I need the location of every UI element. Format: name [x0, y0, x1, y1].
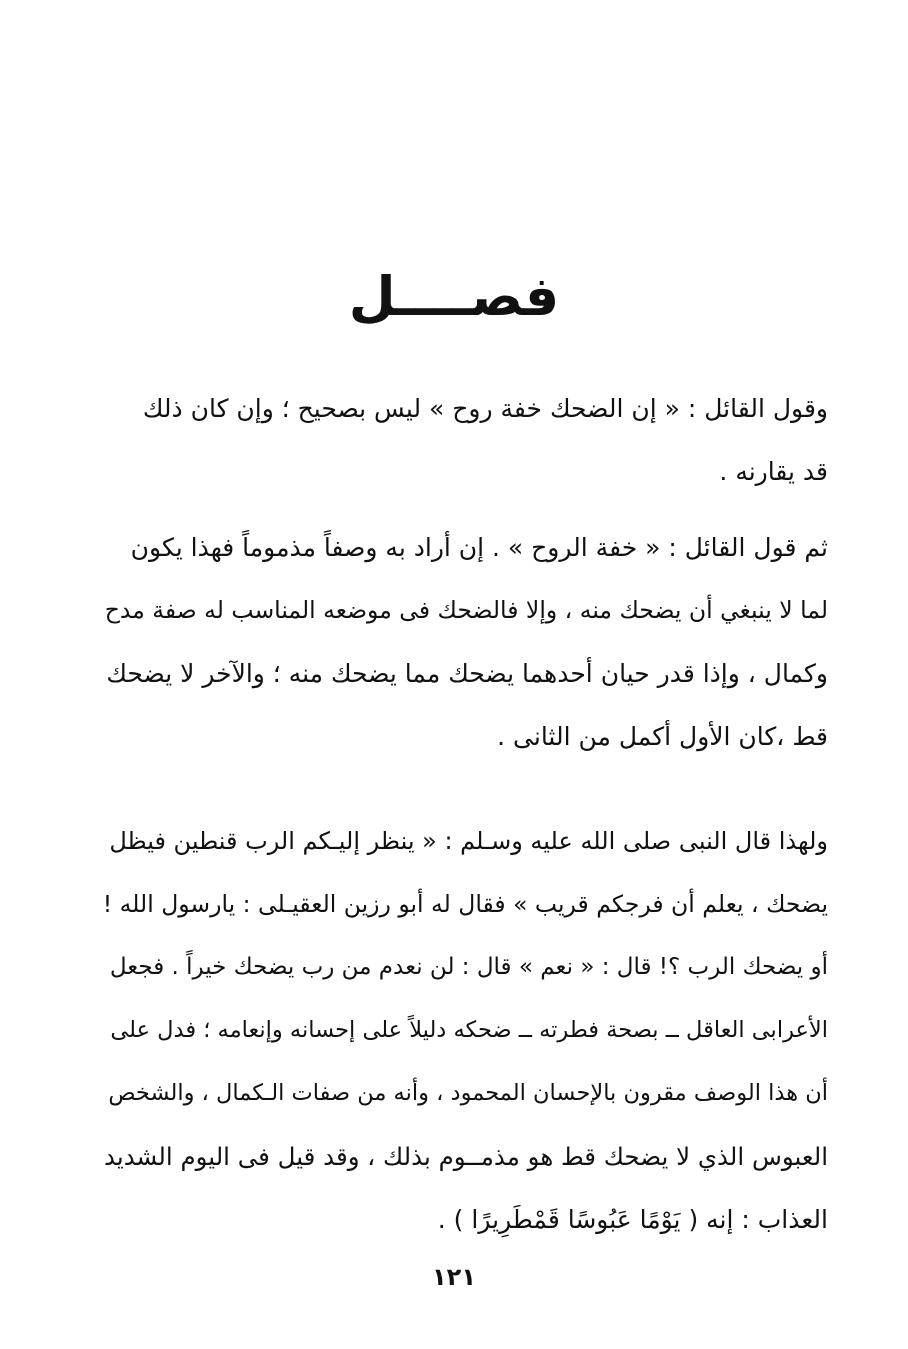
paragraph-line: الأعرابى العاقل ــ بصحة فطرته ــ ضحكه دليلاً على إحسانه وإنعامه ؛ فدل على — [110, 1017, 828, 1043]
paragraph-line: يضحك ، يعلم أن فرجكم قريب » فقال له أبو رزين العقيـلى : يارسول الله ! — [102, 890, 828, 918]
paragraph-line: ولهذا قال النبى صلى الله عليه وسـلم : « ينظر إليـكم الرب قنطين فيظل — [109, 827, 828, 855]
section-heading: فصــــل — [348, 265, 560, 328]
paragraph-line: أن هذا الوصف مقرون بالإحسان المحمود ، وأنه من صفات الـكمال ، والشخص — [108, 1080, 828, 1106]
paragraph-2 — [100, 516, 828, 768]
paragraph-line: قط ،كان الأول أكمل من الثانى . — [497, 722, 828, 751]
paragraph-line: ثم قول القائل : « خفة الروح » . إن أراد به وصفاً مذموماً فهذا يكون — [130, 533, 828, 562]
paragraph-line: وقول القائل : « إن الضحك خفة روح » ليس بصحيح ؛ وإن كان ذلك — [142, 394, 828, 423]
paragraph-line: أو يضحك الرب ؟! قال : « نعم » قال : لن نعدم من رب يضحك خيراً . فجعل — [109, 954, 828, 980]
paragraph-line: لما لا ينبغي أن يضحك منه ، وإلا فالضحك فى موضعه المناسب له صفة مدح — [104, 596, 828, 624]
paragraph-line: العبوس الذي لا يضحك قط هو مذمــوم بذلك ، وقد قيل فى اليوم الشديد — [104, 1142, 828, 1171]
paragraph-line: قد يقارنه . — [719, 457, 828, 486]
paragraph-1 — [100, 377, 828, 503]
paragraph-line-with-verse: العذاب : إنه ( يَوْمًا عَبُوسًا قَمْطَرِيرًا ) . — [437, 1205, 828, 1234]
paragraph-3 — [100, 810, 828, 1251]
page-number: ١٢١ — [432, 1263, 476, 1291]
paragraph-line: وكمال ، وإذا قدر حيان أحدهما يضحك مما يضحك منه ؛ والآخر لا يضحك — [106, 659, 828, 688]
